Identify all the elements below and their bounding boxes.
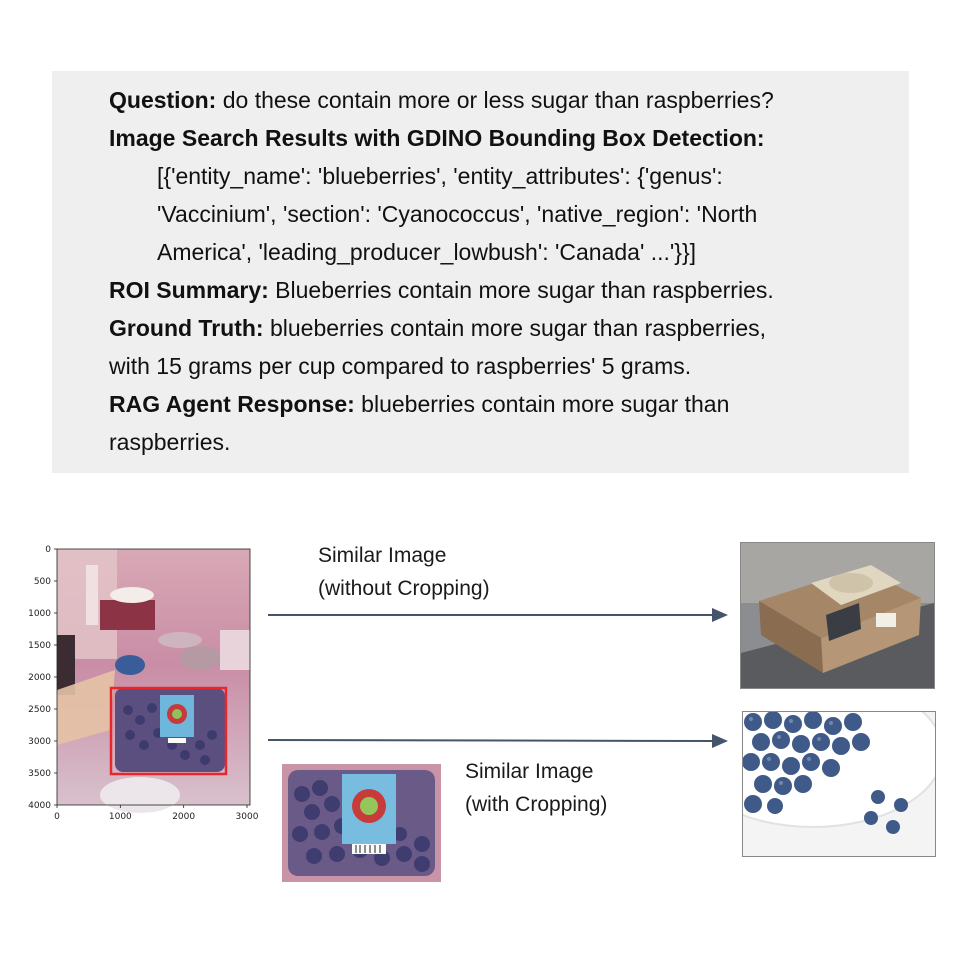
- rag-line: [109, 385, 899, 423]
- x-tick-label: 2000: [172, 812, 196, 822]
- y-tick-label: 500: [33, 577, 51, 587]
- y-axis: [28, 545, 57, 811]
- similar-image-blueberries-photo: [742, 711, 936, 857]
- ground-truth-label: Ground Truth:: [109, 315, 264, 341]
- label-with-line-1: Similar Image: [465, 760, 594, 783]
- ground-truth-text-1: blueberries contain more sugar than raspberries,: [269, 315, 767, 341]
- arrow-without-cropping: [268, 608, 728, 622]
- arrows-layer: [260, 595, 750, 755]
- y-tick-label: 3500: [28, 769, 51, 779]
- ground-truth-text-2: with 15 grams per cup compared to raspberries' 5 grams.: [109, 353, 692, 379]
- y-tick-label: 3000: [28, 737, 51, 747]
- y-tick-label: 0: [45, 545, 51, 555]
- question-label: Question:: [109, 87, 217, 113]
- label-with-line-2: (with Cropping): [465, 793, 608, 816]
- x-tick-label: 1000: [108, 812, 132, 822]
- search-result-line-1: [{'entity_name': 'blueberries', 'entity_attributes': {'genus':: [157, 163, 723, 189]
- y-tick-label: 1000: [28, 609, 51, 619]
- ground-truth-line: [109, 309, 899, 347]
- rag-text-1: blueberries contain more sugar than: [361, 391, 730, 417]
- label-without-cropping: [318, 539, 490, 605]
- x-tick-label: 0: [54, 812, 60, 822]
- question-line: [109, 81, 899, 119]
- y-tick-label: 2500: [28, 705, 51, 715]
- similar-image-box-photo: [740, 542, 935, 689]
- y-tick-label: 4000: [28, 801, 51, 811]
- label-without-line-2: (without Cropping): [318, 577, 490, 600]
- arrow-with-cropping: [268, 734, 728, 748]
- cropped-roi-photo: [282, 764, 441, 882]
- rag-text-2: raspberries.: [109, 429, 231, 455]
- search-heading-line: [109, 119, 899, 157]
- qa-panel: [52, 71, 909, 473]
- roi-label: ROI Summary:: [109, 277, 269, 303]
- y-tick-label: 1500: [28, 641, 51, 651]
- x-tick-label: 3000: [235, 812, 259, 822]
- search-result-line-3: America', 'leading_producer_lowbush': 'Canada' ...'}}]: [157, 239, 697, 265]
- qa-text: [109, 81, 899, 461]
- y-tick-label: 2000: [28, 673, 51, 683]
- label-without-line-1: Similar Image: [318, 544, 447, 567]
- question-text: do these contain more or less sugar than raspberries?: [222, 87, 774, 113]
- rag-label: RAG Agent Response:: [109, 391, 355, 417]
- roi-line: [109, 271, 899, 309]
- search-label: Image Search Results with GDINO Bounding Box Detection:: [109, 125, 765, 151]
- label-with-cropping: [465, 755, 607, 821]
- roi-text: Blueberries contain more sugar than raspberries.: [275, 277, 774, 303]
- search-result-line-2: 'Vaccinium', 'section': 'Cyanococcus', 'native_region': 'North: [157, 201, 758, 227]
- detection-plot: [20, 540, 270, 830]
